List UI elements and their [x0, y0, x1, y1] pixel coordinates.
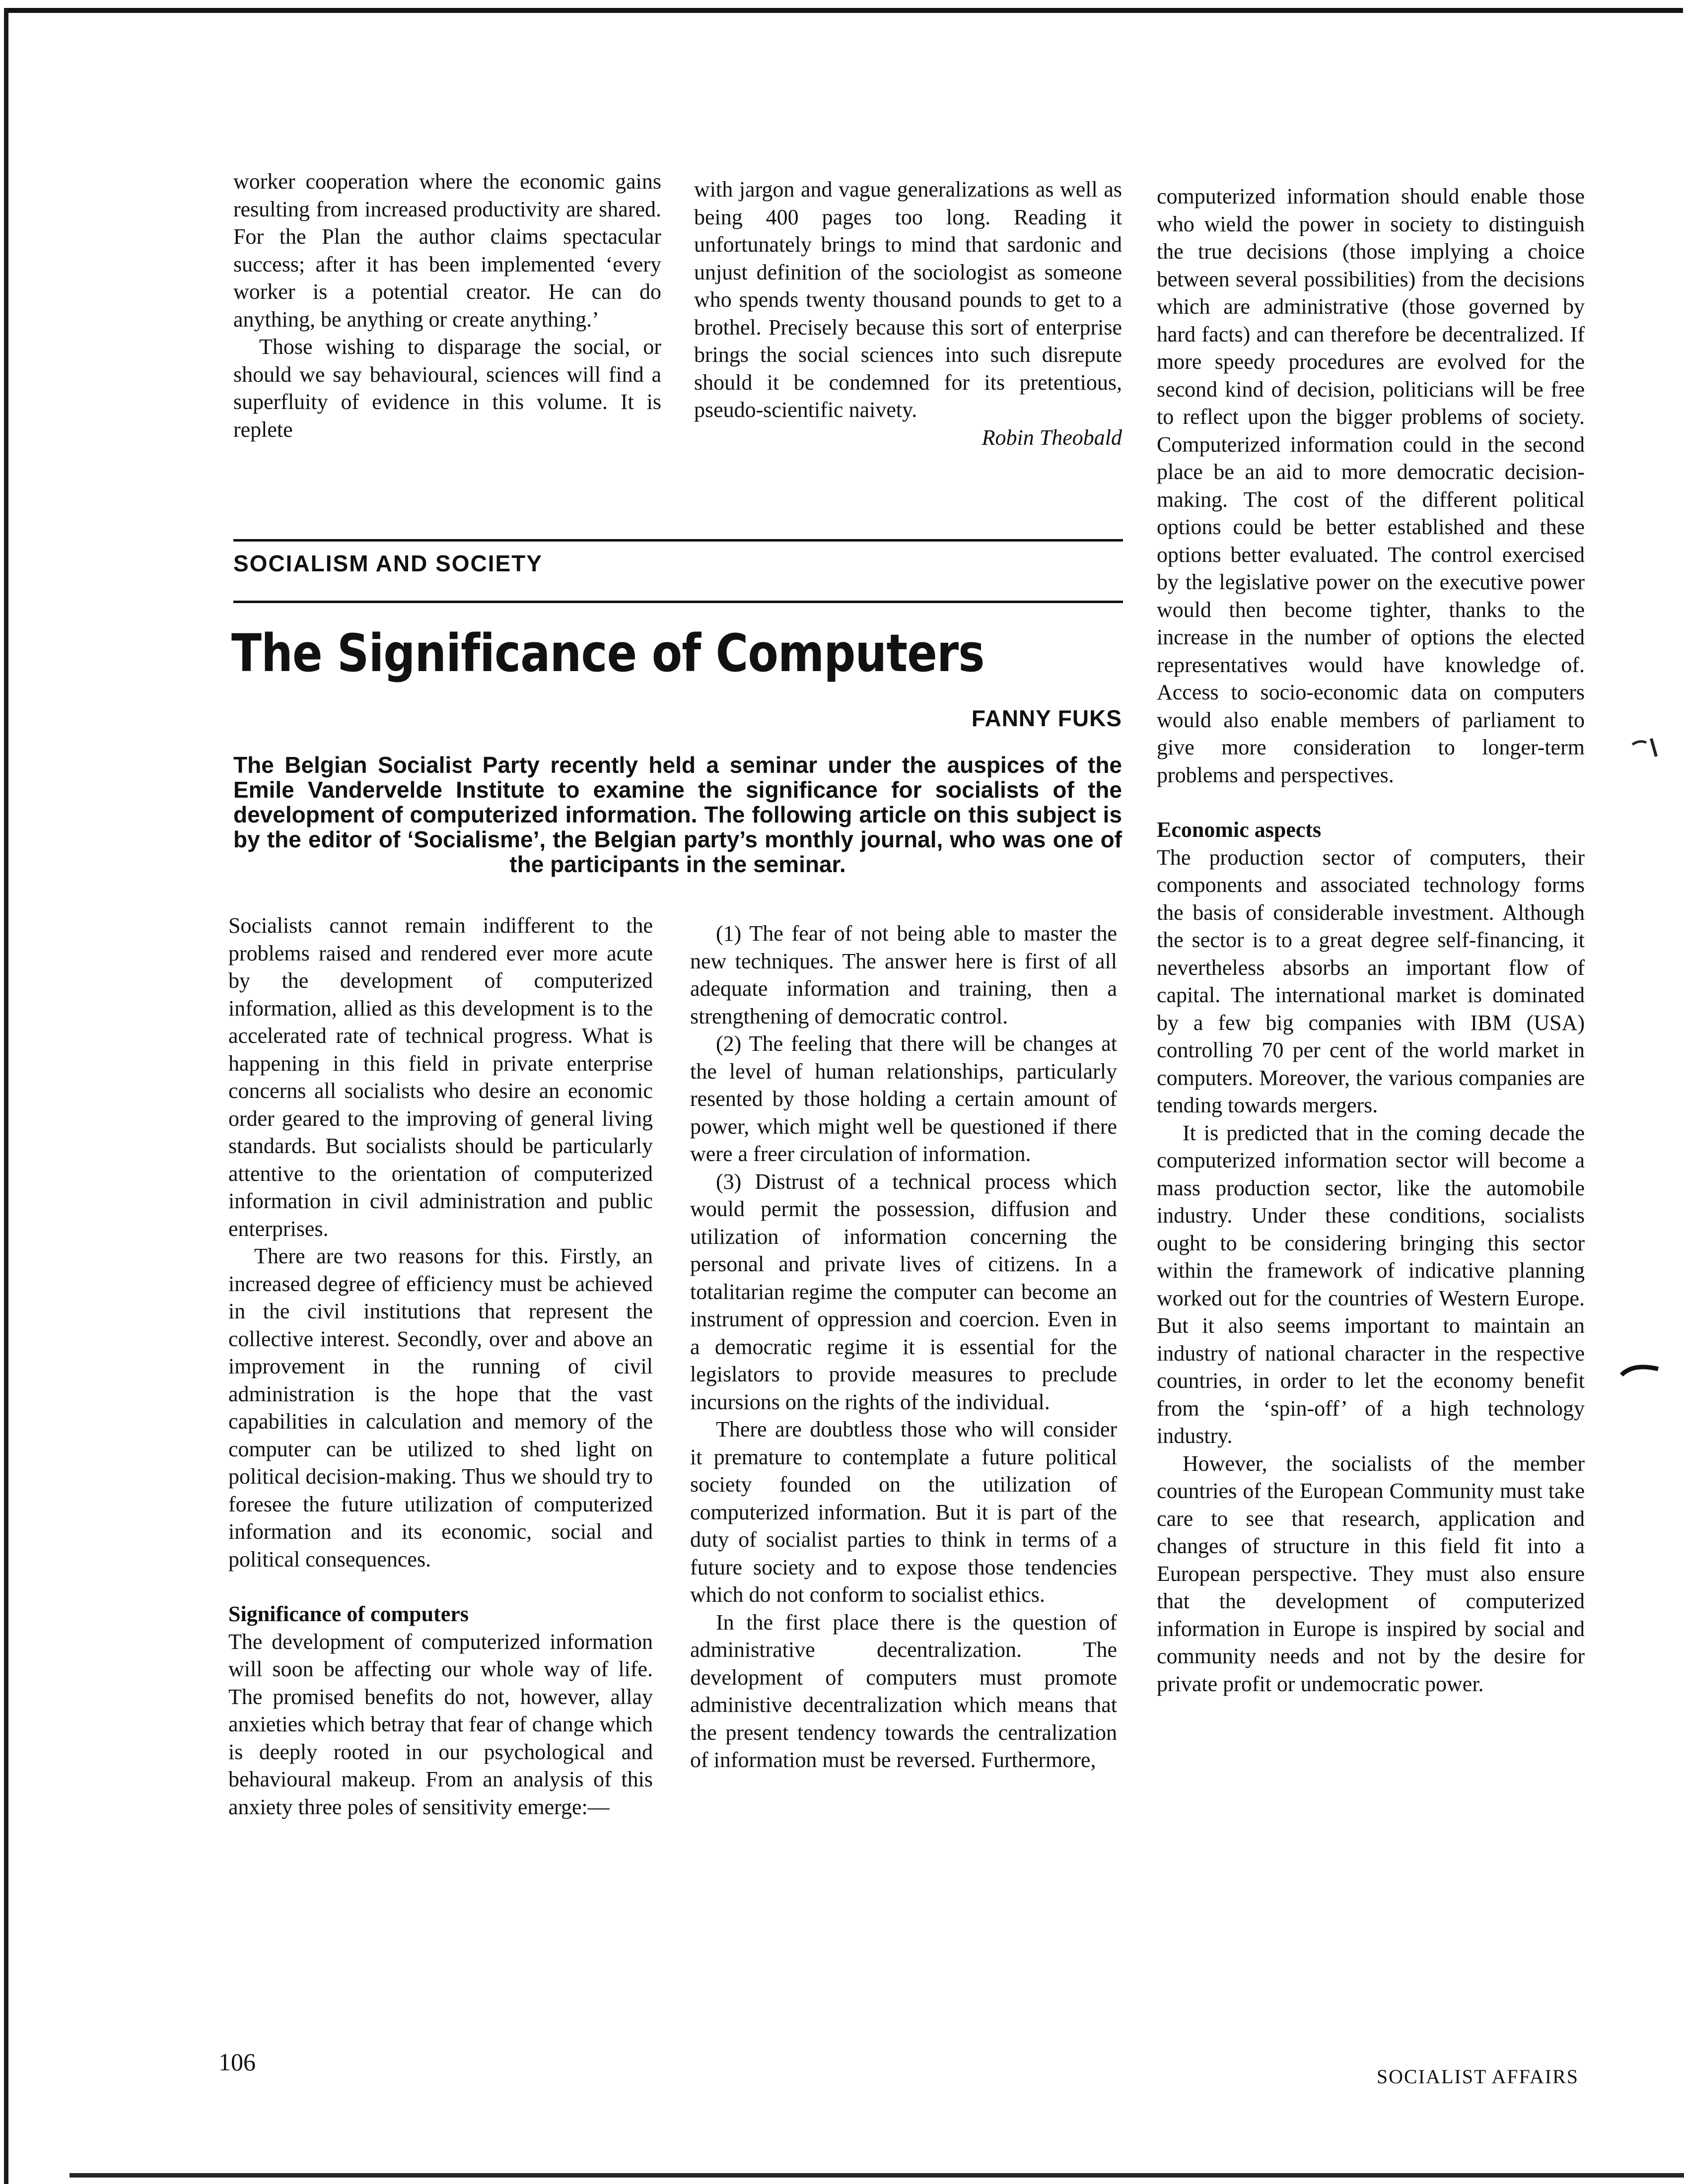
review-paragraph: Those wishing to disparage the social, or should we say behavioural, sciences will find a superfluity of evidence in this volume. It is replete: [233, 335, 661, 442]
subheading-economic: Economic aspects: [1157, 818, 1322, 842]
review-signature: Robin Theobald: [982, 425, 1122, 450]
article-paragraph: It is predicted that in the coming decade the computerized information sector will become a mass production sector, like the automobile industry. Under these conditions, socialists ought to be considering bringing this sector within the framework of indicative planning worked out for the countries of Western Europe. But it also seems important to maintain an industry of national character in the respective countries, in order to let the economy benefit from the ‘spin-off’ of a high technology industry.: [1157, 1120, 1585, 1448]
section-rule-bottom: [233, 601, 1123, 603]
article-paragraph: The development of computerized information will soon be affecting our whole way of life. The promised benefits do not, however, allay anxieties which betray that fear of change which is deeply rooted in our psychological and behavioural makeup. From an analysis of this anxiety three poles of sensitivity emerge:—: [228, 1629, 653, 1819]
article-paragraph: There are two reasons for this. Firstly, an increased degree of efficiency must be achieved in the civil institutions that represent the collective interest. Secondly, over and above an improvement in the running of civil administration is the hope that the vast capabilities in calculation and memory of the computer can be utilized to shed light on political decision-making. Thus we should try to foresee the future utilization of computerized information and its economic, social and political consequences.: [228, 1244, 653, 1571]
article-author: FANNY FUKS: [971, 705, 1122, 731]
paragraph-gap: [1157, 789, 1585, 816]
article-paragraph: However, the socialists of the member countries of the European Community must take care to see that research, application and changes of structure in this field fit into a European perspective. They must also ensure that the development of computerized information in Europe is inspired by social and community needs and not by the desire for private profit or undemocratic power.: [1157, 1451, 1585, 1696]
article-paragraph: (2) The feeling that there will be changes at the level of human relationships, particularly resented by those holding a certain amount of power, which might well be questioned if there were a freer circulation of information.: [690, 1031, 1117, 1166]
article-paragraph: computerized information should enable those who wield the power in society to distinguish the true decisions (those implying a choice between several possibilities) from the decisions which are administrative (those governed by hard facts) and can therefore be decentralized. If more speedy procedures are evolved for the second kind of decision, politicians will be free to reflect upon the bigger problems of society. Computerized information could in the second place be an aid to more democratic decision-making. The cost of the different political options could be better established and these options better evaluated. The control exercised by the legislative power on the executive power would then become tighter, thanks to the increase in the number of options the elected representatives would have knowledge of. Access to socio-economic data on computers would also enable members of parliament to give more consideration to longer-term problems and perspectives.: [1157, 184, 1585, 787]
margin-pen-mark-icon: [1628, 735, 1663, 764]
section-label: SOCIALISM AND SOCIETY: [233, 550, 543, 576]
scan-border-top: [5, 8, 1683, 13]
article-paragraph: (3) Distrust of a technical process which would permit the possession, diffusion and utilization of information concerning the personal and private lives of citizens. In a totalitarian regime the computer can become an instrument of oppression and coercion. Even in a democratic regime it is essential for the legislators to provide measures to preclude incursions on the rights of the individual.: [690, 1169, 1117, 1414]
article-column-3: [1157, 183, 1585, 1698]
article-standfirst: The Belgian Socialist Party recently held a seminar under the auspices of the Emile Vandervelde Institute to examine the significance for socialists of the development of computerized information. The following article on this subject is by the editor of ‘Socialisme’, the Belgian party’s monthly journal, who was one of the participants in the seminar.: [233, 752, 1122, 877]
article-paragraph: (1) The fear of not being able to master the new techniques. The answer here is first of all adequate information and training, then a strengthening of democratic control.: [690, 921, 1117, 1028]
review-paragraph: worker cooperation where the economic gains resulting from increased productivity are shared. For the Plan the author claims spectacular success; after it has been implemented ‘every worker is a potential creator. He can do anything, be anything or create anything.’: [233, 169, 661, 332]
paragraph-gap: [228, 1573, 653, 1600]
review-column-1: [233, 168, 661, 443]
article-column-1: [228, 912, 653, 1821]
article-paragraph: In the first place there is the question of administrative decentralization. The development of computers must promote administive decentralization which means that the present tendency towards the centralization of information must be reversed. Furthermore,: [690, 1610, 1117, 1772]
scan-border-bottom: [70, 2173, 1684, 2178]
article-title: The Significance of Computers: [231, 623, 984, 683]
margin-pen-mark-icon: [1618, 1360, 1663, 1380]
page-number: 106: [218, 2048, 256, 2076]
journal-name: SOCIALIST AFFAIRS: [1376, 2065, 1579, 2088]
article-paragraph: There are doubtless those who will consider it premature to contemplate a future political society founded on the utilization of computerized information. But it is part of the duty of socialist parties to think in terms of a future society and to expose those tendencies which do not conform to socialist ethics.: [690, 1417, 1117, 1607]
article-paragraph: The production sector of computers, their components and associated technology forms the basis of considerable investment. Although the sector is to a great degree self-financing, it nevertheless absorbs an important flow of capital. The international market is dominated by a few big companies with IBM (USA) controlling 70 per cent of the world market in computers. Moreover, the various companies are tending towards mergers.: [1157, 845, 1585, 1117]
review-paragraph: with jargon and vague generalizations as well as being 400 pages too long. Reading it unfortunately brings to mind that sardonic and unjust definition of the sociologist as someone who spends twenty thousand pounds to get to a brothel. Precisely because this sort of enterprise brings the social sciences into such disrepute should it be condemned for its pretentious, pseudo-scientific naivety.: [694, 177, 1122, 422]
article-column-2: [690, 920, 1117, 1774]
section-rule-top: [233, 539, 1123, 542]
scan-border-left: [4, 8, 8, 2184]
article-paragraph: Socialists cannot remain indifferent to the problems raised and rendered ever more acute by the development of computerized information, allied as this development is to the accelerated rate of technical progress. What is happening in this field in private enterprise concerns all socialists who desire an economic order geared to the improving of general living standards. But socialists should be particularly attentive to the orientation of computerized information in civil administration and public enterprises.: [228, 913, 653, 1241]
subheading-significance: Significance of computers: [228, 1602, 469, 1626]
review-column-2: [694, 176, 1122, 451]
